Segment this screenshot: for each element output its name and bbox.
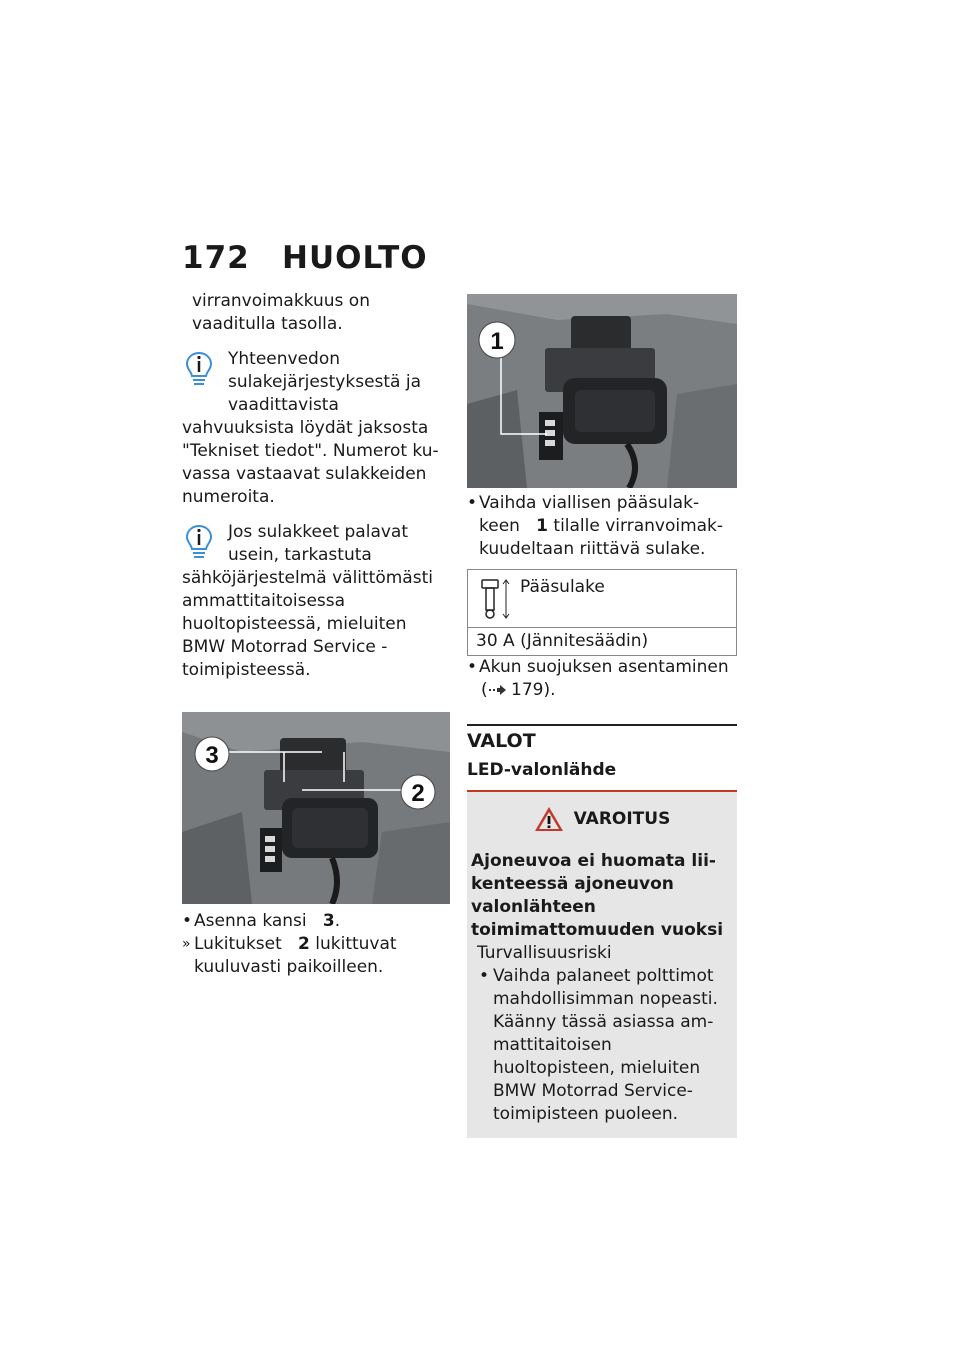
continued-paragraph: virranvoimakkuus on vaaditulla tasolla. [192,291,370,334]
subsection-heading-led: LED-valonlähde [467,759,737,792]
fuse-icon [478,578,512,620]
callout-label-1: 1 [490,328,504,355]
right-column [467,290,737,1138]
warning-triangle-icon [534,806,564,832]
info-lightbulb-icon [182,350,216,390]
note-fuse-overview [182,348,450,509]
fuse-table-header [468,570,736,628]
callout-label-3: 3 [205,742,219,769]
warning-title: VAROITUS [477,806,727,832]
warning-risk: Turvallisuusriski [477,943,612,963]
ref-number: 2 [298,934,310,954]
warning-box [467,792,737,1138]
step-replace-main-fuse: • Vaihda viallisen pääsulakkeen 1 tilalle virranvoimakkuudeltaan riittävä sulake. [467,492,737,561]
ref-number: 3 [322,911,335,931]
note-frequent-fuses [182,521,450,682]
ref-number: 1 [536,516,548,536]
fuse-box-cover-photo [182,712,450,904]
step-install-cover: • Asenna kansi 3. [182,910,450,933]
page-header [182,240,428,276]
note-text-first: Yhteenvedon sulakejärjestyksestä ja vaadittavista [228,349,422,415]
page-number: 172 [182,240,250,276]
warning-heading: Ajoneuvoa ei huomata liikenteessä ajoneuvon valonlähteen toimimattomuuden vuoksi [471,851,724,940]
callout-label-2: 2 [411,780,425,807]
reference-arrow-icon [488,684,506,696]
note-text-first: Jos sulakkeet palavat usein, tarkastuta [228,522,409,565]
main-fuse-table [467,569,737,656]
page-reference: ( 179). [481,680,556,700]
info-lightbulb-icon [182,523,216,563]
fuse-table-value: 30 A (Jännitesäädin) [476,631,649,651]
left-column [182,290,450,979]
note-text-rest: sähköjärjestelmä välittömästi ammattitaitoisessa huoltopisteessä, mieluiten BMW Motorrad Service toimipisteessä. [182,568,433,680]
note-text-rest: vahvuuksista löydät jaksosta "Tekniset tiedot". Numerot kuvassa vastaavat sulakkeiden numeroita. [182,418,439,507]
step-install-battery-cover: • Akun suojuksen asentaminen [467,656,737,679]
result-locks-engage: » Lukitukset 2 lukittuvat kuuluvasti paikoilleen. [182,933,450,979]
section-title: HUOLTO [282,240,428,276]
main-fuse-photo [467,294,737,488]
fuse-table-label: Pääsulake [520,577,605,597]
section-heading-valot: VALOT [467,724,737,753]
warning-bullet: • Vaihda palaneet polttimot mahdollisimman nopeasti. Käänny tässä asiassa ammattitaitoisen huoltopisteen, mieluiten BMW Motorrad Service-toimipisteen puoleen. [477,965,727,1126]
